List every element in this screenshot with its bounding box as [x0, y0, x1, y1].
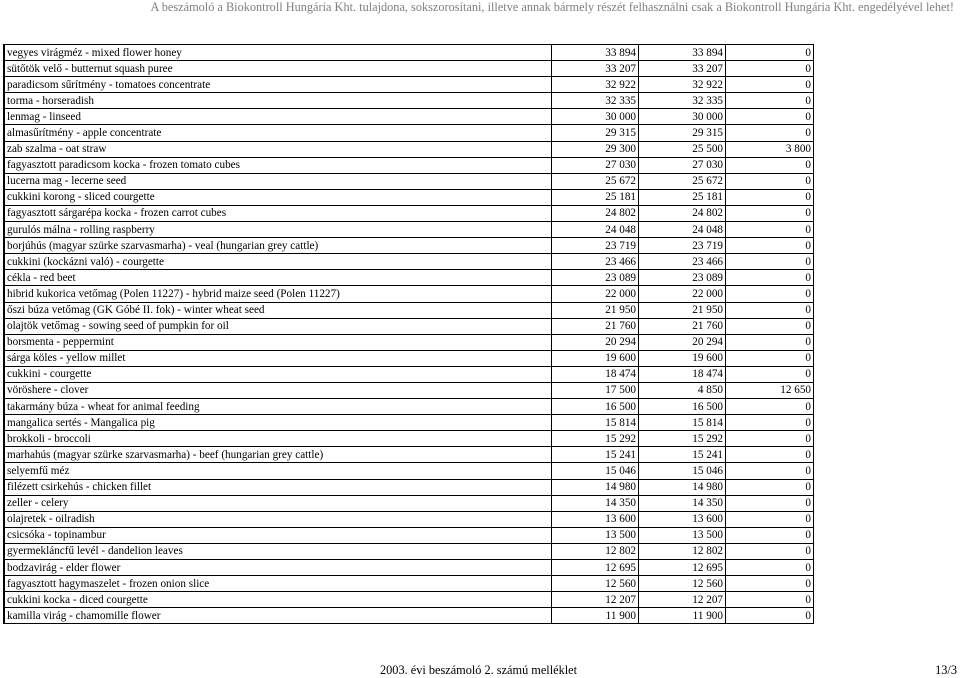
product-name-cell: cukkini kocka - diced courgette [4, 592, 552, 608]
table-row [4, 189, 814, 205]
quantity-cell: 12 207 [552, 592, 639, 608]
table-row [4, 77, 814, 93]
product-name-cell: borsmenta - peppermint [4, 334, 552, 350]
quantity-cell: 14 350 [639, 495, 726, 511]
quantity-cell: 3 800 [726, 141, 814, 157]
quantity-cell: 0 [726, 222, 814, 238]
table-row [4, 270, 814, 286]
quantity-cell: 15 814 [639, 415, 726, 431]
quantity-cell: 21 950 [552, 302, 639, 318]
quantity-cell: 11 900 [639, 608, 726, 624]
table-row [4, 334, 814, 350]
table-row [4, 511, 814, 527]
product-name-cell: zeller - celery [4, 495, 552, 511]
quantity-cell: 0 [726, 302, 814, 318]
quantity-cell: 0 [726, 479, 814, 495]
quantity-cell: 32 335 [639, 93, 726, 109]
quantity-cell: 0 [726, 511, 814, 527]
table-row [4, 415, 814, 431]
quantity-cell: 0 [726, 543, 814, 559]
quantity-cell: 23 089 [639, 270, 726, 286]
quantity-cell: 13 500 [552, 527, 639, 543]
table-row [4, 576, 814, 592]
quantity-cell: 14 980 [639, 479, 726, 495]
product-name-cell: borjúhús (magyar szürke szarvasmarha) - veal (hungarian grey cattle) [4, 238, 552, 254]
quantity-cell: 0 [726, 125, 814, 141]
quantity-cell: 11 900 [552, 608, 639, 624]
quantity-cell: 20 294 [639, 334, 726, 350]
product-name-cell: cékla - red beet [4, 270, 552, 286]
quantity-cell: 0 [726, 173, 814, 189]
table-row [4, 254, 814, 270]
table-row [4, 350, 814, 366]
product-name-cell: takarmány búza - wheat for animal feeding [4, 399, 552, 415]
quantity-cell: 21 760 [639, 318, 726, 334]
quantity-cell: 0 [726, 45, 814, 61]
table-row [4, 45, 814, 61]
quantity-cell: 0 [726, 431, 814, 447]
quantity-cell: 33 894 [639, 45, 726, 61]
table-row [4, 527, 814, 543]
quantity-cell: 27 030 [552, 157, 639, 173]
quantity-cell: 0 [726, 447, 814, 463]
quantity-cell: 0 [726, 205, 814, 221]
page-header [0, 0, 960, 16]
quantity-cell: 12 695 [552, 560, 639, 576]
quantity-cell: 0 [726, 286, 814, 302]
quantity-cell: 13 600 [552, 511, 639, 527]
product-name-cell: cukkini korong - sliced courgette [4, 189, 552, 205]
table-row [4, 560, 814, 576]
product-name-cell: cukkini - courgette [4, 366, 552, 382]
quantity-cell: 29 315 [552, 125, 639, 141]
quantity-cell: 0 [726, 495, 814, 511]
table-body [4, 45, 814, 624]
quantity-cell: 30 000 [639, 109, 726, 125]
quantity-cell: 16 500 [639, 399, 726, 415]
quantity-cell: 15 046 [639, 463, 726, 479]
page-number: 13/3 [935, 663, 957, 677]
quantity-cell: 15 292 [552, 431, 639, 447]
table-row [4, 318, 814, 334]
product-name-cell: cukkini (kockázni való) - courgette [4, 254, 552, 270]
quantity-cell: 32 922 [639, 77, 726, 93]
quantity-cell: 0 [726, 463, 814, 479]
quantity-cell: 14 350 [552, 495, 639, 511]
quantity-cell: 0 [726, 399, 814, 415]
table-row [4, 286, 814, 302]
footer-title: 2003. évi beszámoló 2. számú melléklet [380, 663, 578, 677]
quantity-cell: 23 466 [639, 254, 726, 270]
product-name-cell: vöröshere - clover [4, 382, 552, 398]
quantity-cell: 0 [726, 415, 814, 431]
product-name-cell: kamilla virág - chamomille flower [4, 608, 552, 624]
quantity-cell: 25 181 [639, 189, 726, 205]
data-table [3, 44, 814, 624]
product-name-cell: hibrid kukorica vetőmag (Polen 11227) - hybrid maize seed (Polen 11227) [4, 286, 552, 302]
quantity-cell: 24 802 [552, 205, 639, 221]
table-row [4, 382, 814, 398]
quantity-cell: 25 181 [552, 189, 639, 205]
quantity-cell: 19 600 [639, 350, 726, 366]
quantity-cell: 15 241 [639, 447, 726, 463]
product-name-cell: lucerna mag - lecerne seed [4, 173, 552, 189]
product-name-cell: fagyasztott paradicsom kocka - frozen tomato cubes [4, 157, 552, 173]
product-name-cell: sütőtök velő - butternut squash puree [4, 61, 552, 77]
table-row [4, 463, 814, 479]
quantity-cell: 20 294 [552, 334, 639, 350]
product-name-cell: olajtök vetőmag - sowing seed of pumpkin for oil [4, 318, 552, 334]
quantity-cell: 0 [726, 109, 814, 125]
copyright-notice: A beszámoló a Biokontroll Hungária Kht. tulajdona, sokszorosítani, illetve annak bármely részét felhasználni csak a Biokontroll Hungária Kht. engedélyével lehet! [150, 0, 954, 14]
product-name-cell: filézett csirkehús - chicken fillet [4, 479, 552, 495]
quantity-cell: 15 292 [639, 431, 726, 447]
quantity-cell: 12 802 [552, 543, 639, 559]
quantity-cell: 33 894 [552, 45, 639, 61]
table-row [4, 447, 814, 463]
quantity-cell: 33 207 [552, 61, 639, 77]
quantity-cell: 29 300 [552, 141, 639, 157]
quantity-cell: 15 241 [552, 447, 639, 463]
quantity-cell: 0 [726, 254, 814, 270]
quantity-cell: 23 089 [552, 270, 639, 286]
quantity-cell: 0 [726, 189, 814, 205]
quantity-cell: 12 207 [639, 592, 726, 608]
quantity-cell: 23 719 [552, 238, 639, 254]
table-row [4, 479, 814, 495]
quantity-cell: 0 [726, 77, 814, 93]
quantity-cell: 12 802 [639, 543, 726, 559]
quantity-cell: 14 980 [552, 479, 639, 495]
quantity-cell: 4 850 [639, 382, 726, 398]
quantity-cell: 32 335 [552, 93, 639, 109]
quantity-cell: 12 695 [639, 560, 726, 576]
table-row [4, 238, 814, 254]
product-name-cell: bodzavirág - elder flower [4, 560, 552, 576]
table-row [4, 608, 814, 624]
quantity-cell: 0 [726, 527, 814, 543]
quantity-cell: 30 000 [552, 109, 639, 125]
product-name-cell: mangalica sertés - Mangalica pig [4, 415, 552, 431]
table-row [4, 366, 814, 382]
table-row [4, 495, 814, 511]
quantity-cell: 19 600 [552, 350, 639, 366]
quantity-cell: 0 [726, 350, 814, 366]
product-name-cell: lenmag - linseed [4, 109, 552, 125]
quantity-cell: 0 [726, 608, 814, 624]
quantity-cell: 0 [726, 592, 814, 608]
table-row [4, 543, 814, 559]
quantity-cell: 29 315 [639, 125, 726, 141]
product-name-cell: fagyasztott sárgarépa kocka - frozen carrot cubes [4, 205, 552, 221]
table-row [4, 109, 814, 125]
quantity-cell: 12 650 [726, 382, 814, 398]
quantity-cell: 18 474 [639, 366, 726, 382]
quantity-cell: 25 672 [639, 173, 726, 189]
product-name-cell: brokkoli - broccoli [4, 431, 552, 447]
quantity-cell: 15 046 [552, 463, 639, 479]
quantity-cell: 27 030 [639, 157, 726, 173]
quantity-cell: 0 [726, 334, 814, 350]
quantity-cell: 17 500 [552, 382, 639, 398]
quantity-cell: 0 [726, 576, 814, 592]
quantity-cell: 24 048 [552, 222, 639, 238]
table-row [4, 125, 814, 141]
quantity-cell: 0 [726, 238, 814, 254]
table-row [4, 157, 814, 173]
quantity-cell: 32 922 [552, 77, 639, 93]
product-name-cell: őszi búza vetőmag (GK Góbé II. fok) - winter wheat seed [4, 302, 552, 318]
quantity-cell: 24 048 [639, 222, 726, 238]
quantity-cell: 23 466 [552, 254, 639, 270]
product-name-cell: marhahús (magyar szürke szarvasmarha) - beef (hungarian grey cattle) [4, 447, 552, 463]
product-name-cell: olajretek - oilradish [4, 511, 552, 527]
table-row [4, 173, 814, 189]
quantity-cell: 0 [726, 61, 814, 77]
table-row [4, 141, 814, 157]
quantity-cell: 33 207 [639, 61, 726, 77]
quantity-cell: 12 560 [552, 576, 639, 592]
table-row [4, 222, 814, 238]
quantity-cell: 0 [726, 157, 814, 173]
product-name-cell: gurulós málna - rolling raspberry [4, 222, 552, 238]
quantity-cell: 22 000 [552, 286, 639, 302]
quantity-cell: 16 500 [552, 399, 639, 415]
table-row [4, 61, 814, 77]
product-name-cell: sárga köles - yellow millet [4, 350, 552, 366]
quantity-cell: 22 000 [639, 286, 726, 302]
quantity-cell: 21 760 [552, 318, 639, 334]
page-footer [0, 661, 960, 677]
quantity-cell: 12 560 [639, 576, 726, 592]
quantity-cell: 0 [726, 366, 814, 382]
product-name-cell: gyermekláncfű levél - dandelion leaves [4, 543, 552, 559]
product-name-cell: csicsóka - topinambur [4, 527, 552, 543]
product-name-cell: paradicsom sűrítmény - tomatoes concentrate [4, 77, 552, 93]
product-name-cell: almasűrítmény - apple concentrate [4, 125, 552, 141]
quantity-cell: 21 950 [639, 302, 726, 318]
table-row [4, 431, 814, 447]
product-name-cell: torma - horseradish [4, 93, 552, 109]
product-name-cell: zab szalma - oat straw [4, 141, 552, 157]
quantity-cell: 0 [726, 270, 814, 286]
quantity-cell: 15 814 [552, 415, 639, 431]
quantity-cell: 0 [726, 318, 814, 334]
quantity-cell: 25 500 [639, 141, 726, 157]
table-row [4, 592, 814, 608]
quantity-cell: 24 802 [639, 205, 726, 221]
product-name-cell: selyemfű méz [4, 463, 552, 479]
quantity-cell: 18 474 [552, 366, 639, 382]
quantity-cell: 13 500 [639, 527, 726, 543]
table-row [4, 302, 814, 318]
table-row [4, 93, 814, 109]
quantity-cell: 25 672 [552, 173, 639, 189]
table-row [4, 399, 814, 415]
quantity-cell: 13 600 [639, 511, 726, 527]
product-name-cell: fagyasztott hagymaszelet - frozen onion slice [4, 576, 552, 592]
table-row [4, 205, 814, 221]
product-name-cell: vegyes virágméz - mixed flower honey [4, 45, 552, 61]
quantity-cell: 0 [726, 93, 814, 109]
quantity-cell: 23 719 [639, 238, 726, 254]
quantity-cell: 0 [726, 560, 814, 576]
